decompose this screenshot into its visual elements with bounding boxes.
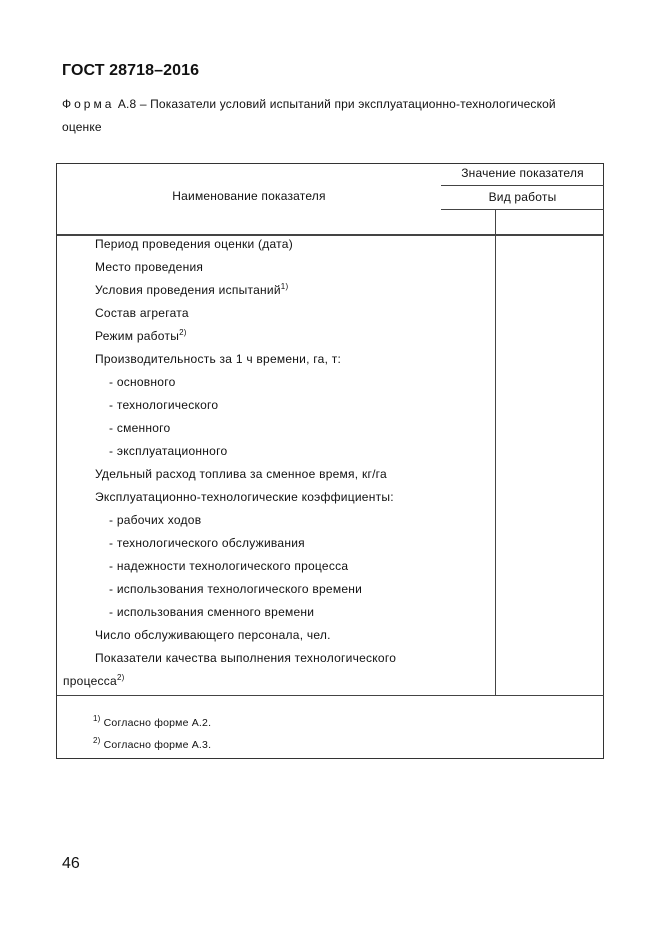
header-work-type: Вид работы bbox=[488, 190, 557, 204]
table-row bbox=[109, 398, 218, 412]
table-row bbox=[95, 306, 189, 320]
footnote-2 bbox=[93, 736, 212, 751]
table-row bbox=[109, 375, 176, 389]
row-label: Период проведения оценки (дата) bbox=[95, 237, 293, 251]
header-divider-worktype bbox=[441, 209, 604, 210]
form-caption bbox=[62, 93, 607, 139]
table-row bbox=[95, 352, 341, 366]
document-standard-header: ГОСТ 28718–2016 bbox=[62, 62, 200, 79]
table-row bbox=[109, 421, 170, 435]
row-label: - эксплуатационного bbox=[109, 444, 228, 458]
page-number: 46 bbox=[62, 855, 80, 872]
row-label: Показатели качества выполнения технологического bbox=[95, 651, 397, 665]
form-caption-continuation: оценке bbox=[62, 120, 102, 134]
footnote-2-text: Согласно форме А.3. bbox=[100, 739, 212, 751]
row-label: - основного bbox=[109, 375, 176, 389]
row-label: Эксплуатационно-технологические коэффициенты: bbox=[95, 490, 394, 504]
row-label: - надежности технологического процесса bbox=[109, 559, 349, 573]
table-row bbox=[109, 536, 305, 550]
table-row bbox=[109, 559, 348, 573]
table-row bbox=[95, 651, 396, 665]
table-row bbox=[63, 674, 125, 688]
table-row bbox=[109, 582, 362, 596]
footnote-1-text: Согласно форме А.2. bbox=[100, 717, 212, 729]
row-label: - рабочих ходов bbox=[109, 513, 202, 527]
table-row bbox=[95, 283, 288, 297]
row-label: - технологического обслуживания bbox=[109, 536, 305, 550]
body-bottom-rule bbox=[57, 695, 604, 696]
indicators-table bbox=[56, 163, 604, 759]
header-value-column: Значение показателя bbox=[461, 166, 584, 180]
table-row bbox=[109, 605, 314, 619]
row-footnote-mark: 1) bbox=[280, 282, 289, 291]
table-row bbox=[95, 467, 387, 481]
row-label: процесса bbox=[63, 674, 117, 688]
table-row bbox=[95, 490, 394, 504]
body-column-divider-1 bbox=[495, 236, 496, 696]
row-label: - сменного bbox=[109, 421, 171, 435]
form-caption-text: А.8 – Показатели условий испытаний при эксплуатационно-технологической bbox=[117, 97, 556, 111]
table-row bbox=[95, 260, 203, 274]
table-row bbox=[95, 329, 187, 343]
table-row bbox=[95, 237, 293, 251]
table-row bbox=[109, 444, 227, 458]
row-label: Число обслуживающего персонала, чел. bbox=[95, 628, 331, 642]
form-label: Форма bbox=[62, 97, 115, 111]
row-footnote-mark: 2) bbox=[116, 673, 125, 682]
row-footnote-mark: 2) bbox=[179, 328, 187, 337]
table-row bbox=[109, 513, 201, 527]
row-label: - технологического bbox=[109, 398, 219, 412]
footnote-1 bbox=[93, 714, 212, 729]
row-label: Место проведения bbox=[95, 260, 204, 274]
row-label: - использования технологического времени bbox=[109, 582, 363, 596]
footnote-2-mark: 2) bbox=[93, 736, 101, 745]
footnote-1-mark: 1) bbox=[93, 714, 101, 723]
row-label: Режим работы bbox=[95, 329, 180, 343]
header-divider-value bbox=[441, 185, 604, 186]
row-label: Производительность за 1 ч времени, га, т: bbox=[95, 352, 342, 366]
header-bottom-rule bbox=[57, 234, 604, 236]
row-label: Условия проведения испытаний bbox=[95, 283, 281, 297]
row-label: Состав агрегата bbox=[95, 306, 189, 320]
row-label: Удельный расход топлива за сменное время, кг/га bbox=[95, 467, 387, 481]
header-name-column: Наименование показателя bbox=[172, 189, 326, 203]
row-label: - использования сменного времени bbox=[109, 605, 315, 619]
table-row bbox=[95, 628, 331, 642]
header-column-divider bbox=[495, 209, 496, 235]
